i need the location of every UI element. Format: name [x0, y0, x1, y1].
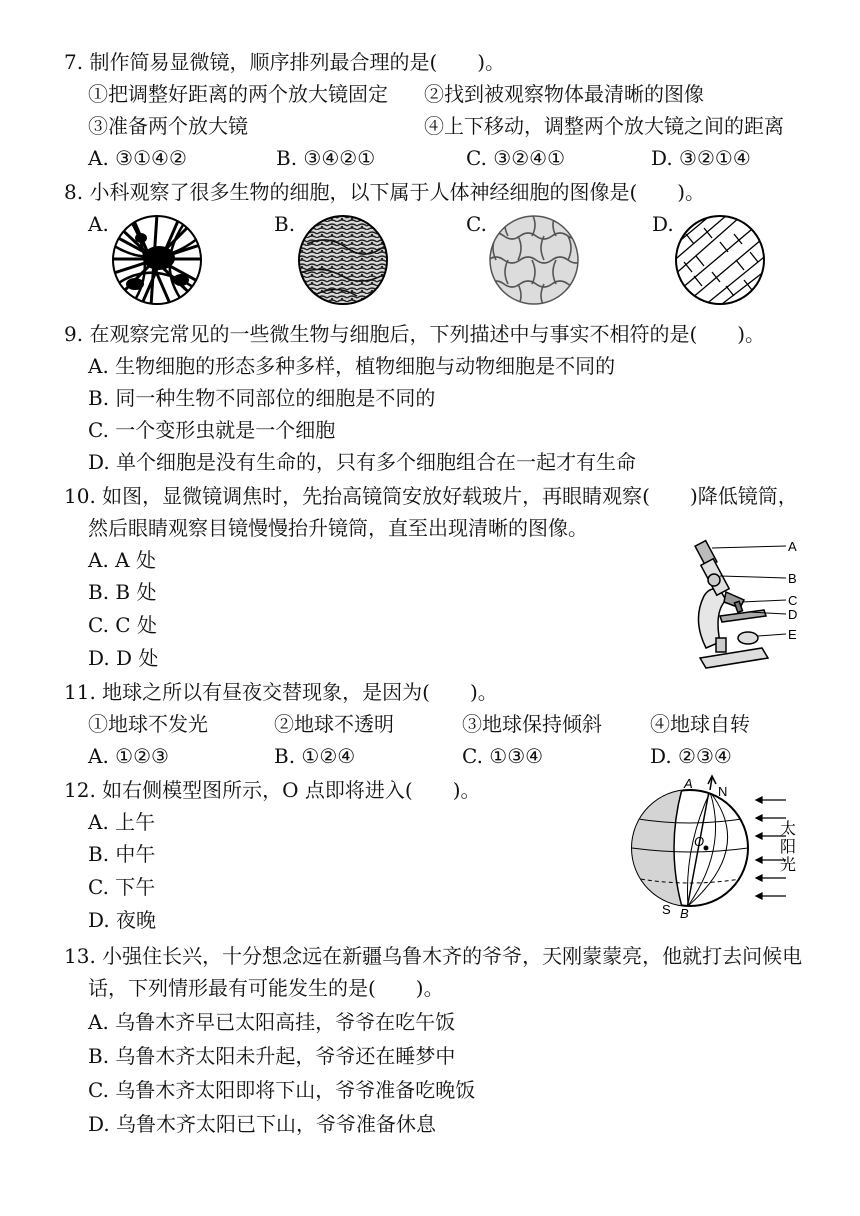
q12-option-c[interactable]: C. 下午: [88, 875, 156, 899]
q11-reasons: [88, 710, 808, 738]
q8-stem: 8. 小科观察了很多生物的细胞，以下属于人体神经细胞的图像是( )。: [64, 180, 706, 204]
q7-option-d[interactable]: D. ③②①④: [651, 146, 751, 170]
globe-label-a: A: [684, 776, 693, 791]
microscope-label-a: A: [788, 539, 797, 554]
q9-option-a[interactable]: A. 生物细胞的形态多种多样，植物细胞与动物细胞是不同的: [88, 354, 616, 378]
microscope-label-d: D: [788, 607, 798, 622]
q12-option-a[interactable]: A. 上午: [88, 810, 156, 834]
q11-option-c[interactable]: C. ①③④: [462, 744, 544, 768]
q11-reason-4: ④地球自转: [650, 712, 750, 736]
q11-stem: 11. 地球之所以有昼夜交替现象，是因为( )。: [64, 680, 498, 704]
globe-label-s: S: [662, 902, 671, 917]
q8-label-a[interactable]: A.: [88, 212, 109, 236]
q11-option-b[interactable]: B. ①②④: [274, 744, 356, 768]
q7-step-1: ①把调整好距离的两个放大镜固定: [88, 82, 388, 106]
q10-option-a[interactable]: A. A 处: [88, 548, 156, 572]
q9-option-c[interactable]: C. 一个变形虫就是一个细胞: [88, 418, 336, 442]
q9-option-b[interactable]: B. 同一种生物不同部位的细胞是不同的: [88, 386, 436, 410]
q7-step-3: ③准备两个放大镜: [88, 114, 248, 138]
q11-reason-3: ③地球保持倾斜: [462, 712, 602, 736]
q13-option-b[interactable]: B. 乌鲁木齐太阳未升起，爷爷还在睡梦中: [88, 1044, 456, 1068]
q11-option-d[interactable]: D. ②③④: [650, 744, 732, 768]
q7-option-b[interactable]: B. ③④②①: [276, 146, 376, 170]
q12-option-d[interactable]: D. 夜晚: [88, 908, 157, 932]
q7-stem: 7. 制作简易显微镜，顺序排列最合理的是( )。: [64, 50, 506, 74]
q13-stem-line1: 13. 小强住长兴，十分想念远在新疆乌鲁木齐的爷爷，天刚蒙蒙亮，他就打去问候电: [64, 944, 803, 968]
q11-option-a[interactable]: A. ①②③: [88, 744, 169, 768]
q8-label-b[interactable]: B.: [274, 212, 296, 236]
q9-option-d[interactable]: D. 单个细胞是没有生命的，只有多个细胞组合在一起才有生命: [88, 450, 637, 474]
q10-option-c[interactable]: C. C 处: [88, 613, 157, 637]
q7-step-2: ②找到被观察物体最清晰的图像: [424, 82, 704, 106]
q10-stem-line2: 然后眼睛观察目镜慢慢抬升镜筒，直至出现清晰的图像。: [88, 516, 588, 540]
q7-option-a[interactable]: A. ③①④②: [88, 146, 187, 170]
q7-option-c[interactable]: C. ③②④①: [466, 146, 566, 170]
q10-stem-line1: 10. 如图，显微镜调焦时，先抬高镜筒安放好载玻片，再眼睛观察( )降低镜筒，: [64, 484, 798, 508]
nerve-cell-image[interactable]: [111, 214, 203, 306]
q8-label-d[interactable]: D.: [652, 212, 674, 236]
q13-option-d[interactable]: D. 乌鲁木齐太阳已下山，爷爷准备休息: [88, 1112, 437, 1136]
q10-option-b[interactable]: B. B 处: [88, 580, 157, 604]
q13-option-c[interactable]: C. 乌鲁木齐太阳即将下山，爷爷准备吃晚饭: [88, 1078, 476, 1102]
microscope-figure: [686, 530, 806, 672]
sunlight-label-2: 阳: [780, 839, 797, 856]
q10-option-d[interactable]: D. D 处: [88, 646, 159, 670]
globe-label-b: B: [680, 906, 689, 921]
q11-options: [88, 742, 808, 770]
q13-stem-line2: 话，下列情形最有可能发生的是( )。: [88, 976, 444, 1000]
tissue-cell-image[interactable]: [297, 214, 389, 306]
microscope-label-c: C: [788, 593, 798, 608]
q7-options: [88, 144, 808, 172]
q8-label-c[interactable]: C.: [466, 212, 487, 236]
onion-cell-image[interactable]: [674, 214, 766, 306]
microscope-label-e: E: [788, 627, 797, 642]
epidermis-cell-image[interactable]: [488, 214, 580, 306]
sunlight-label-3: 光: [780, 857, 797, 874]
q12-stem: 12. 如右侧模型图所示，O 点即将进入( )。: [64, 778, 481, 802]
globe-label-o: O: [694, 834, 705, 849]
q7-step-4: ④上下移动，调整两个放大镜之间的距离: [424, 114, 784, 138]
q12-option-b[interactable]: B. 中午: [88, 842, 156, 866]
earth-model-figure: [624, 772, 814, 924]
q11-reason-1: ①地球不发光: [88, 712, 208, 736]
globe-label-n: N: [718, 784, 728, 799]
microscope-label-b: B: [788, 571, 797, 586]
q9-stem: 9. 在观察完常见的一些微生物与细胞后，下列描述中与事实不相符的是( )。: [64, 322, 766, 346]
q11-reason-2: ②地球不透明: [274, 712, 394, 736]
sunlight-label-1: 太: [780, 821, 797, 838]
q13-option-a[interactable]: A. 乌鲁木齐早已太阳高挂，爷爷在吃午饭: [88, 1010, 456, 1034]
